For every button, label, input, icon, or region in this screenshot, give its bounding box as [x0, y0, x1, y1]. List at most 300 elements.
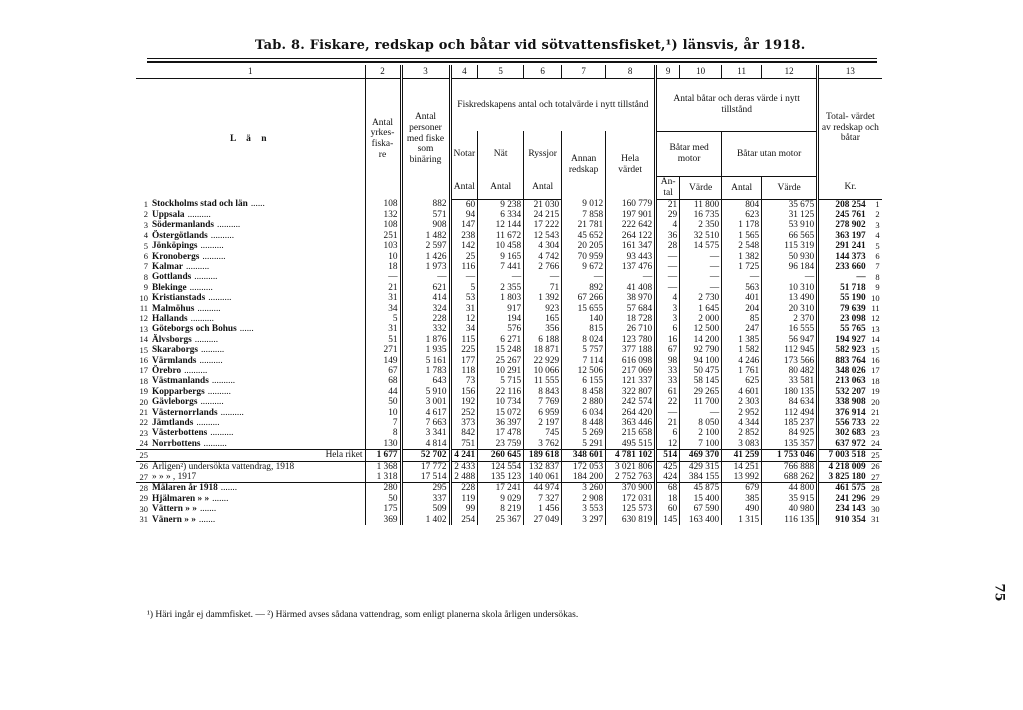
table-cell: 532 207 — [818, 387, 868, 397]
table-cell: 1 876 — [401, 335, 450, 345]
col-num-13: 13 — [818, 65, 882, 79]
row-number-right: 28 — [871, 482, 880, 493]
table-cell: 4 617 — [401, 408, 450, 418]
table-cell: 180 135 — [762, 387, 818, 397]
table-cell: 147 — [450, 220, 478, 230]
table-cell: — — [680, 272, 722, 282]
table-cell: 582 923 — [818, 345, 868, 355]
row-number: 29 — [139, 493, 148, 504]
col-num-8: 8 — [606, 65, 656, 79]
col-num-9: 9 — [656, 65, 680, 79]
row-label — [150, 345, 365, 355]
leader-dots: .......... — [210, 230, 235, 241]
header-utan-motor: Båtar utan motor — [722, 131, 818, 177]
col-num-4: 4 — [450, 65, 478, 79]
row-label — [150, 231, 365, 241]
table-cell: 142 — [450, 241, 478, 251]
table-cell: 3 825 180 — [818, 472, 868, 483]
table-cell: 923 — [524, 304, 562, 314]
table-cell: 213 063 — [818, 376, 868, 386]
col-num-6: 6 — [524, 65, 562, 79]
table-cell: 20 205 — [562, 241, 606, 251]
table-cell: 2 197 — [524, 418, 562, 428]
table-cell: 84 634 — [762, 397, 818, 407]
header-utan-antal: Antal — [722, 177, 762, 199]
row-label — [150, 262, 365, 272]
table-cell: 917 — [478, 304, 524, 314]
table-cell: 144 373 — [818, 252, 868, 262]
table-cell: 17 241 — [478, 483, 524, 494]
row-label — [150, 366, 365, 376]
table-cell: 751 — [450, 439, 478, 450]
table-cell: 228 — [450, 483, 478, 494]
table-cell: 149 — [365, 356, 401, 366]
table-cell: 1 761 — [722, 366, 762, 376]
header-med-antal: An- tal — [656, 177, 680, 199]
table-cell: 35 675 — [762, 199, 818, 210]
table-cell: 4 241 — [450, 450, 478, 461]
table-cell: 27 049 — [524, 515, 562, 525]
table-cell: 18 871 — [524, 345, 562, 355]
row-label — [150, 210, 365, 220]
table-cell: 3 762 — [524, 439, 562, 450]
table-cell: 241 296 — [818, 494, 868, 504]
table-cell: 621 — [401, 283, 450, 293]
row-label — [150, 472, 365, 483]
table-cell: 1 318 — [365, 472, 401, 483]
table-cell: 50 930 — [762, 252, 818, 262]
row-number-right: 4 — [875, 230, 880, 241]
table-row — [136, 220, 882, 230]
table-row — [136, 397, 882, 407]
table-cell: 9 029 — [478, 494, 524, 504]
table-cell: 137 476 — [606, 262, 656, 272]
row-number: 6 — [143, 250, 148, 261]
table-cell: 31 — [450, 304, 478, 314]
row-label — [150, 461, 365, 472]
table-cell: 1 753 046 — [762, 450, 818, 461]
table-cell: 33 — [656, 366, 680, 376]
table-cell: 31 — [365, 293, 401, 303]
table-cell: 18 — [365, 262, 401, 272]
row-number: 31 — [139, 514, 148, 525]
table-row — [136, 504, 882, 514]
table-cell: 60 — [656, 504, 680, 514]
table-cell: 50 — [365, 397, 401, 407]
table-cell: 22 116 — [478, 387, 524, 397]
row-label-text: Blekinge — [152, 282, 187, 293]
leader-dots: .......... — [208, 293, 232, 304]
table-cell: 9 165 — [478, 252, 524, 262]
table-cell: 7 — [365, 418, 401, 428]
table-cell: 225 — [450, 345, 478, 355]
leader-dots: .......... — [200, 397, 224, 408]
row-label-text: Hjälmaren » » — [152, 493, 210, 504]
table-cell: 6 — [656, 428, 680, 438]
table-row — [136, 494, 882, 504]
table-cell: 115 — [450, 335, 478, 345]
table-cell: 9 238 — [478, 199, 524, 210]
table-cell: 9 012 — [562, 199, 606, 210]
table-cell: 291 241 — [818, 241, 868, 251]
table-cell: 14 200 — [680, 335, 722, 345]
row-number-right: 2 — [875, 209, 880, 220]
table-cell: 33 581 — [762, 376, 818, 386]
table-cell: 79 639 — [818, 304, 868, 314]
table-cell: 68 — [365, 376, 401, 386]
row-number-right: 16 — [871, 355, 880, 366]
row-label-text: Stockholms stad och län — [152, 199, 248, 210]
table-cell: 217 069 — [606, 366, 656, 376]
table-cell: 376 914 — [818, 408, 868, 418]
col-num-7: 7 — [562, 65, 606, 79]
table-cell: — — [762, 272, 818, 282]
row-number: 1 — [143, 198, 148, 209]
table-cell: 332 — [401, 324, 450, 334]
table-cell: 41 259 — [722, 450, 762, 461]
table-cell: 1 402 — [401, 515, 450, 525]
table-cell: 9 672 — [562, 262, 606, 272]
table-cell: — — [401, 272, 450, 282]
table-cell: 6 334 — [478, 210, 524, 220]
header-ryssjor: Ryssjor — [524, 131, 562, 177]
row-number: 18 — [139, 375, 148, 386]
leader-dots: .......... — [217, 220, 241, 231]
table-cell: 892 — [562, 283, 606, 293]
table-cell: 163 400 — [680, 515, 722, 525]
table-cell: 4 218 009 — [818, 461, 868, 472]
table-cell: 7 100 — [680, 439, 722, 450]
table-cell: 1 803 — [478, 293, 524, 303]
table-cell: 7 858 — [562, 210, 606, 220]
table-cell: 98 — [656, 356, 680, 366]
row-number-right: 14 — [871, 334, 880, 345]
leader-dots: .......... — [194, 334, 219, 345]
table-cell: 15 655 — [562, 304, 606, 314]
row-number-right: 22 — [871, 417, 880, 428]
table-cell: 1 783 — [401, 366, 450, 376]
header-notar: Notar — [450, 131, 478, 177]
row-number: 4 — [143, 230, 148, 241]
table-cell: 1 178 — [722, 220, 762, 230]
table-cell: 222 642 — [606, 220, 656, 230]
table-cell: 6 271 — [478, 335, 524, 345]
row-label-text: Västerbottens — [152, 428, 208, 439]
table-cell: 18 728 — [606, 314, 656, 324]
table-cell: 377 188 — [606, 345, 656, 355]
table-cell: 23 759 — [478, 439, 524, 450]
table-row — [136, 428, 882, 438]
header-nat-antal: Antal — [478, 177, 524, 199]
table-cell: 10 310 — [762, 283, 818, 293]
table-cell: 61 — [656, 387, 680, 397]
table-cell: 1 582 — [722, 345, 762, 355]
table-cell: 637 972 — [818, 439, 868, 450]
row-number: 12 — [139, 313, 148, 324]
table-cell: 260 645 — [478, 450, 524, 461]
table-cell: 338 908 — [818, 397, 868, 407]
col-num-11: 11 — [722, 65, 762, 79]
table-row — [136, 283, 882, 293]
table-cell: 623 — [722, 210, 762, 220]
row-label-text: Västmanlands — [152, 376, 209, 387]
table-cell: 4 — [656, 293, 680, 303]
table-cell: 31 125 — [762, 210, 818, 220]
leader-dots: .......... — [190, 313, 214, 324]
table-cell: 25 — [450, 252, 478, 262]
table-cell: 5 269 — [562, 428, 606, 438]
table-cell: 1 368 — [365, 461, 401, 472]
leader-dots: ....... — [220, 483, 238, 494]
table-cell: 264 420 — [606, 408, 656, 418]
table-cell: 44 974 — [524, 483, 562, 494]
table-cell: 116 — [450, 262, 478, 272]
table-cell: 45 652 — [562, 231, 606, 241]
table-cell: 25 267 — [478, 356, 524, 366]
table-cell: 204 — [722, 304, 762, 314]
col-num-12: 12 — [762, 65, 818, 79]
table-cell: 140 061 — [524, 472, 562, 483]
table-cell: 8 458 — [562, 387, 606, 397]
table-row — [136, 461, 882, 472]
table-cell: 51 — [365, 335, 401, 345]
table-cell: 7 003 518 — [818, 450, 868, 461]
leader-dots: .......... — [194, 272, 218, 283]
row-number-right: 13 — [871, 323, 880, 334]
table-cell: 67 — [656, 345, 680, 355]
col-num-2: 2 — [365, 65, 401, 79]
table-cell: 2 766 — [524, 262, 562, 272]
table-cell: 509 — [401, 504, 450, 514]
table-cell: 385 — [722, 494, 762, 504]
row-number: 24 — [136, 439, 150, 450]
table-row — [136, 293, 882, 303]
row-number: 22 — [139, 417, 148, 428]
table-cell: 4 781 102 — [606, 450, 656, 461]
row-label-text: Västernorrlands — [152, 407, 218, 418]
table-cell: 233 660 — [818, 262, 868, 272]
table-cell: 103 — [365, 241, 401, 251]
table-cell: 2 370 — [762, 314, 818, 324]
row-label — [150, 304, 365, 314]
table-cell: 52 702 — [401, 450, 450, 461]
table-cell: 3 341 — [401, 428, 450, 438]
leader-dots: .......... — [197, 303, 221, 314]
table-cell: 324 — [401, 304, 450, 314]
table-cell: 7 769 — [524, 397, 562, 407]
table-cell: 2 730 — [680, 293, 722, 303]
table-row — [136, 387, 882, 397]
row-number-right: 5 — [875, 240, 880, 251]
table-cell: 3 — [656, 314, 680, 324]
table-cell: 1 385 — [722, 335, 762, 345]
table-cell: 280 — [365, 483, 401, 494]
row-number-right: 17 — [871, 365, 880, 376]
table-cell: 119 — [450, 494, 478, 504]
table-cell: 93 443 — [606, 252, 656, 262]
table-cell: 4 814 — [401, 439, 450, 450]
table-cell: 337 — [401, 494, 450, 504]
table-cell: — — [656, 408, 680, 418]
table-cell: 118 — [450, 366, 478, 376]
table-cell: 12 — [450, 314, 478, 324]
table-cell: 1 565 — [722, 231, 762, 241]
row-number-right: 18 — [871, 375, 880, 386]
leader-dots: .......... — [200, 241, 224, 252]
table-cell: 194 — [478, 314, 524, 324]
row-number-right: 15 — [871, 344, 880, 355]
table-cell: 99 — [450, 504, 478, 514]
table-cell: 429 315 — [680, 461, 722, 472]
leader-dots: .......... — [203, 438, 227, 449]
table-cell: 5 910 — [401, 387, 450, 397]
table-body — [136, 199, 882, 525]
table-cell: 16 735 — [680, 210, 722, 220]
table-cell: 2 908 — [562, 494, 606, 504]
header-total-kr: Kr. — [818, 177, 882, 199]
table-cell: 745 — [524, 428, 562, 438]
table-cell: 44 800 — [762, 483, 818, 494]
row-number-right: 21 — [871, 407, 880, 418]
table-cell: 461 575 — [818, 483, 868, 494]
row-number: 10 — [139, 292, 148, 303]
header-annan: Annan redskap — [562, 131, 606, 199]
table-cell: 234 143 — [818, 504, 868, 514]
table-cell: 25 367 — [478, 515, 524, 525]
row-number: 8 — [143, 271, 148, 282]
table-cell: 3 001 — [401, 397, 450, 407]
table-cell: 3 021 806 — [606, 461, 656, 472]
table-cell: 10 458 — [478, 241, 524, 251]
table-cell: 630 819 — [606, 515, 656, 525]
table-row — [136, 241, 882, 251]
table-cell: 56 947 — [762, 335, 818, 345]
table-cell: 2 952 — [722, 408, 762, 418]
table-row — [136, 356, 882, 366]
table-cell: 2 852 — [722, 428, 762, 438]
table-cell: 28 — [656, 241, 680, 251]
row-number: 15 — [139, 344, 148, 355]
table-cell: 175 — [365, 504, 401, 514]
header-redskap-group: Fiskredskapens antal och totalvärde i nytt tillstånd — [450, 79, 656, 132]
table-cell: 71 — [524, 283, 562, 293]
table-cell: 22 — [656, 397, 680, 407]
table-row — [136, 210, 882, 220]
table-cell: — — [722, 272, 762, 282]
row-number-right: 9 — [875, 282, 880, 293]
table-cell: 13 992 — [722, 472, 762, 483]
table-cell: 7 114 — [562, 356, 606, 366]
header-notar-antal: Antal — [450, 177, 478, 199]
row-number-right: 19 — [871, 386, 880, 397]
table-cell: 36 397 — [478, 418, 524, 428]
table-cell: 563 — [722, 283, 762, 293]
table-row — [136, 304, 882, 314]
table-cell: 2 100 — [680, 428, 722, 438]
table-cell: 401 — [722, 293, 762, 303]
table-cell: 14 251 — [722, 461, 762, 472]
table-cell: — — [365, 272, 401, 282]
table-row — [136, 345, 882, 355]
table-cell: 94 — [450, 210, 478, 220]
table-cell: 910 354 — [818, 515, 868, 525]
row-number: 26 — [139, 461, 148, 472]
table-cell: 369 — [365, 515, 401, 525]
table-cell: 10 734 — [478, 397, 524, 407]
table-cell: 4 344 — [722, 418, 762, 428]
table-cell: 132 837 — [524, 461, 562, 472]
row-number-right: 8 — [875, 271, 880, 282]
table-cell: — — [478, 272, 524, 282]
statistics-table — [136, 65, 882, 525]
row-label-text: Gottlands — [152, 272, 192, 283]
table-cell: 5 — [450, 283, 478, 293]
table-cell: 228 — [401, 314, 450, 324]
table-row — [136, 262, 882, 272]
table-cell: 55 190 — [818, 293, 868, 303]
table-cell: 490 — [722, 504, 762, 514]
table-cell: 1 426 — [401, 252, 450, 262]
row-number: 25 — [136, 450, 150, 461]
table-cell: 425 — [656, 461, 680, 472]
table-cell: 4 — [656, 220, 680, 230]
table-cell: 23 098 — [818, 314, 868, 324]
row-number: 9 — [143, 282, 148, 293]
header-hela: Hela värdet — [606, 131, 656, 199]
table-cell: 57 684 — [606, 304, 656, 314]
table-cell: 70 959 — [562, 252, 606, 262]
leader-dots: .......... — [185, 261, 210, 272]
table-row — [136, 515, 882, 525]
table-cell: 140 — [562, 314, 606, 324]
table-cell: 238 — [450, 231, 478, 241]
header-nat: Nät — [478, 131, 524, 177]
row-label — [150, 515, 365, 525]
row-label-text: Vänern » » — [152, 514, 196, 525]
header-personer: Antal personer med fiske som binäring — [401, 79, 450, 200]
table-cell: 254 — [450, 515, 478, 525]
table-row — [136, 231, 882, 241]
table-cell: 3 083 — [722, 439, 762, 450]
row-number: 19 — [139, 386, 148, 397]
table-cell: 356 — [524, 324, 562, 334]
table-cell: 68 — [656, 483, 680, 494]
table-cell: 766 888 — [762, 461, 818, 472]
table-cell: 12 — [656, 439, 680, 450]
table-cell: 15 400 — [680, 494, 722, 504]
table-cell: 242 574 — [606, 397, 656, 407]
table-cell: 208 254 — [818, 199, 868, 210]
table-cell: 6 034 — [562, 408, 606, 418]
table-cell: 66 565 — [762, 231, 818, 241]
row-number-right: 31 — [871, 514, 880, 525]
row-label-text: Hallands — [152, 313, 188, 324]
table-cell: 2 000 — [680, 314, 722, 324]
row-label-text: Mälaren år 1918 — [152, 483, 218, 494]
table-cell: 1 482 — [401, 231, 450, 241]
table-row — [136, 366, 882, 376]
leader-dots: .......... — [207, 386, 231, 397]
table-title: Tab. 8. Fiskare, redskap och båtar vid sötvattensfisket,¹) länsvis, år 1918. — [255, 38, 806, 53]
table-cell: 10 066 — [524, 366, 562, 376]
row-label-text: Gävleborgs — [152, 397, 198, 408]
row-label-text: Årligen²) undersökta vattendrag, 1918 — [152, 461, 295, 472]
table-cell: 882 — [401, 199, 450, 210]
table-cell: 2 880 — [562, 397, 606, 407]
table-cell: 73 — [450, 376, 478, 386]
row-number-right: 25 — [868, 450, 882, 461]
table-cell: 679 — [722, 483, 762, 494]
